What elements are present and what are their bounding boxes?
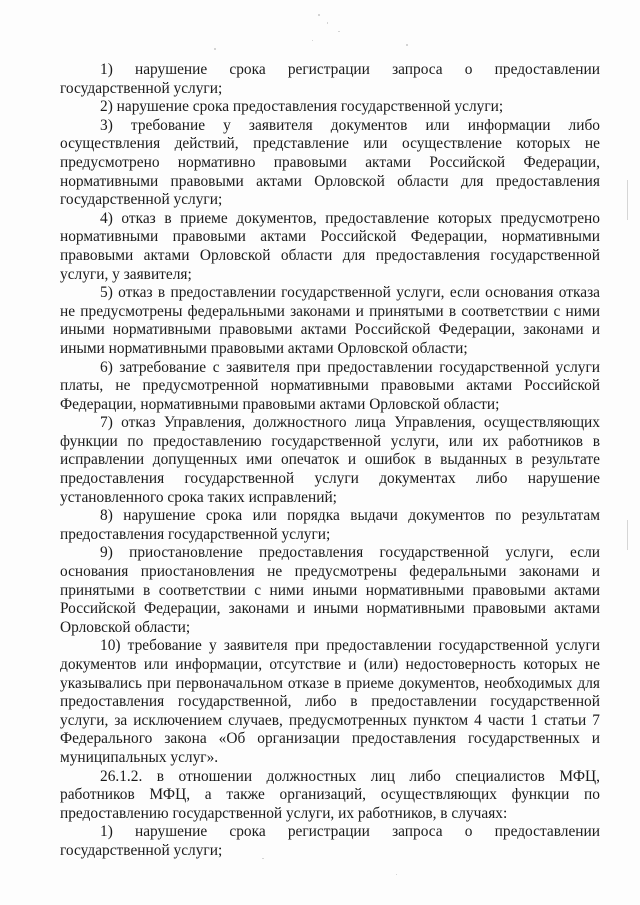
paragraph-10: 10) требование у заявителя при предоставлении государственной услуги документов или информации, отсутствие и (или) недостоверность которых не указывались при первоначальном отказе в приеме документов, необходимых для предоставления государственной, либо в предоставлении государственной услуги, за исключением случаев, предусмотренных пунктом 4 части 1 статьи 7 Федерального закона «Об организации предоставления государственных и муниципальных услуг».	[60, 637, 600, 766]
paragraph-3: 3) требование у заявителя документов или информации либо осуществления действий, представление или осуществление которых не предусмотрено нормативно правовыми актами Российской Федерации, нормативными правовыми актами Орловской области для предоставления государственной услуги;	[60, 116, 600, 209]
paragraph-9: 9) приостановление предоставления государственной услуги, если основания приостановления не предусмотрены федеральными законами и принятыми в соответствии с ними иными нормативными правовыми актами Российской Федерации, законами и иными нормативными правовыми актами Орловской области;	[60, 544, 600, 636]
paragraph-7: 7) отказ Управления, должностного лица Управления, осуществляющих функции по предоставлению государственной услуги, или их работников в исправлении допущенных ими опечаток и ошибок в выданных в результате предоставления государственной услуги документах либо нарушение установленного срока таких исправлений;	[60, 414, 600, 506]
scan-edge-mark	[627, 520, 628, 550]
paragraph-mfc-1: 1) нарушение срока регистрации запроса о предоставлении государственной услуги;	[60, 823, 600, 859]
scan-speck	[396, 874, 397, 875]
document-body	[60, 61, 600, 861]
paragraph-1: 1) нарушение срока регистрации запроса о предоставлении государственной услуги;	[60, 61, 600, 97]
paragraph-4: 4) отказ в приеме документов, предоставление которых предусмотрено нормативными правовыми актами Российской Федерации, нормативными правовыми актами Орловской области для предоставления государственной услуги, у заявителя;	[60, 209, 600, 283]
scan-speck	[338, 31, 340, 32]
paragraph-8: 8) нарушение срока или порядка выдачи документов по результатам предоставления государственной услуги;	[60, 507, 600, 543]
scan-speck	[214, 48, 216, 50]
scan-speck	[318, 14, 320, 16]
paragraph-2: 2) нарушение срока предоставления государственной услуги;	[100, 98, 504, 116]
scan-speck	[312, 40, 313, 41]
scan-speck	[327, 22, 328, 24]
paragraph-5: 5) отказ в предоставлении государственной услуги, если основания отказа не предусмотрены федеральными законами и принятыми в соответствии с ними иными нормативными правовыми актами Российской Федерации, законами и иными нормативными правовыми актами Орловской области;	[60, 284, 600, 357]
scan-edge-mark	[627, 180, 628, 220]
paragraph-26-1-2: 26.1.2. в отношении должностных лиц либо специалистов МФЦ, работников МФЦ, а также организаций, осуществляющих функции по предоставлению государственной услуги, их работников, в случаях:	[60, 767, 600, 822]
paragraph-6: 6) затребование с заявителя при предоставлении государственной услуги платы, не предусмотренной нормативными правовыми актами Российской Федерации, нормативными правовыми актами Орловской области;	[60, 358, 600, 413]
scan-speck	[406, 44, 408, 46]
